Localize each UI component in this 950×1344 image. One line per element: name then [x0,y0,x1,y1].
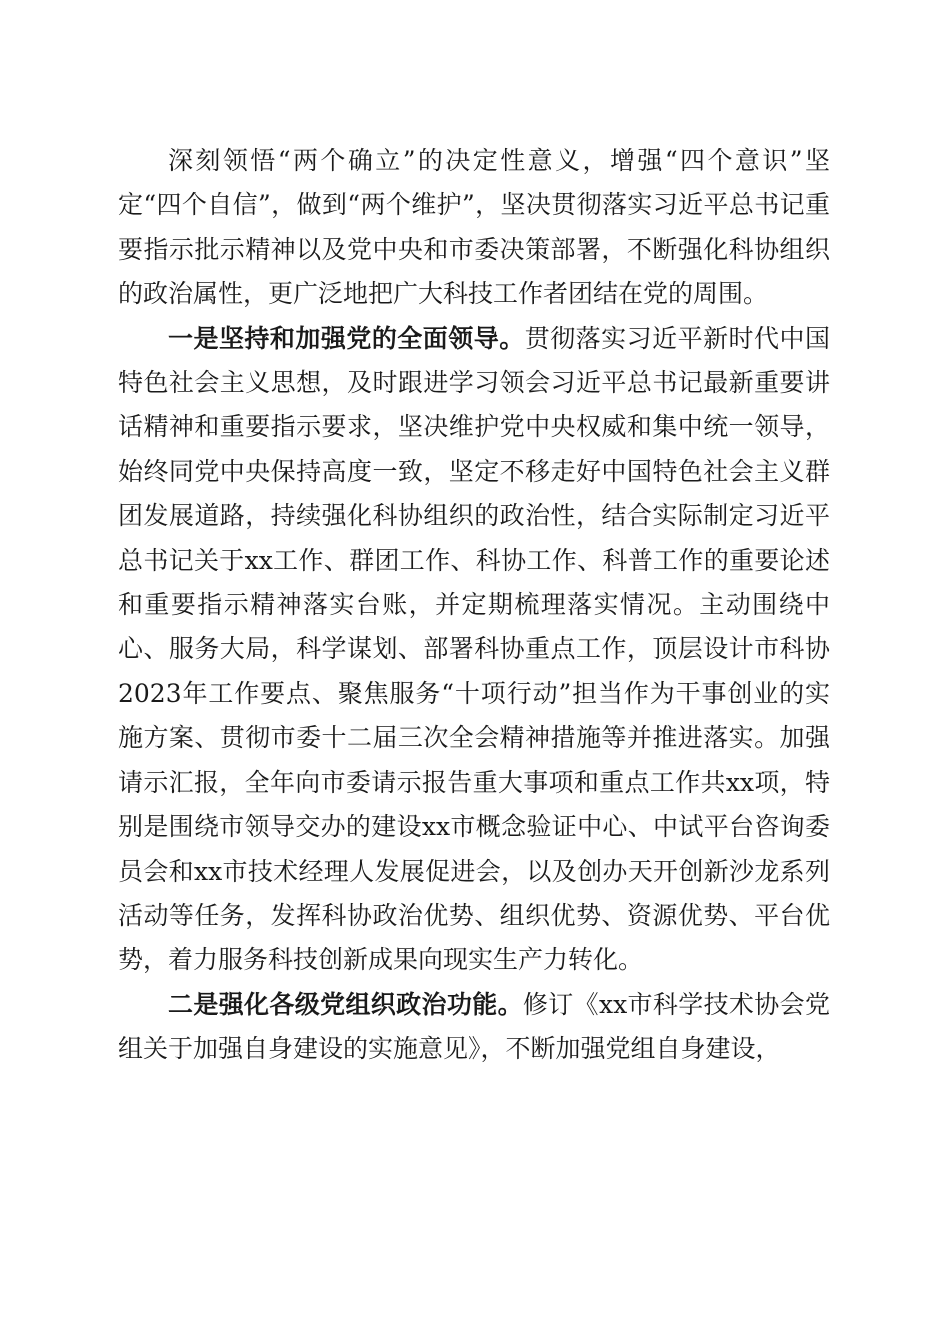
paragraph-3 [118,983,830,1072]
paragraph-1-text: 深刻领悟“两个确立”的决定性意义，增强“四个意识”坚定“四个自信”，做到“两个维护”，坚决贯彻落实习近平总书记重要指示批示精神以及党中央和市委决策部署，不断强化科协组织的政治属性，更广泛地把广大科技工作者团结在党的周围。 [118,146,830,309]
paragraph-3-lead: 二是强化各级党组织政治功能。 [168,989,523,1019]
document-body [118,139,830,1072]
paragraph-2-lead: 一是坚持和加强党的全面领导。 [168,323,525,353]
paragraph-3-text: 修订《xx市科学技术协会党组关于加强自身建设的实施意见》，不断加强党组自身建设， [118,989,830,1064]
paragraph-1 [118,139,830,317]
paragraph-2-text: 贯彻落实习近平新时代中国特色社会主义思想，及时跟进学习领会习近平总书记最新重要讲话精神和重要指示要求，坚决维护党中央权威和集中统一领导，始终同党中央保持高度一致，坚定不移走好中国特色社会主义群团发展道路，持续强化科协组织的政治性，结合实际制定习近平总书记关于xx工作、群团工作、科协工作、科普工作的重要论述和重要指示精神落实台账，并定期梳理落实情况。主动围绕中心、服务大局，科学谋划、部署科协重点工作，顶层设计市科协2023年工作要点、聚焦服务“十项行动”担当作为干事创业的实施方案、贯彻市委十二届三次全会精神措施等并推进落实。加强请示汇报，全年向市委请示报告重大事项和重点工作共xx项，特别是围绕市领导交办的建设xx市概念验证中心、中试平台咨询委员会和xx市技术经理人发展促进会，以及创办天开创新沙龙系列活动等任务，发挥科协政治优势、组织优势、资源优势、平台优势，着力服务科技创新成果向现实生产力转化。 [118,323,830,975]
paragraph-2 [118,317,830,983]
